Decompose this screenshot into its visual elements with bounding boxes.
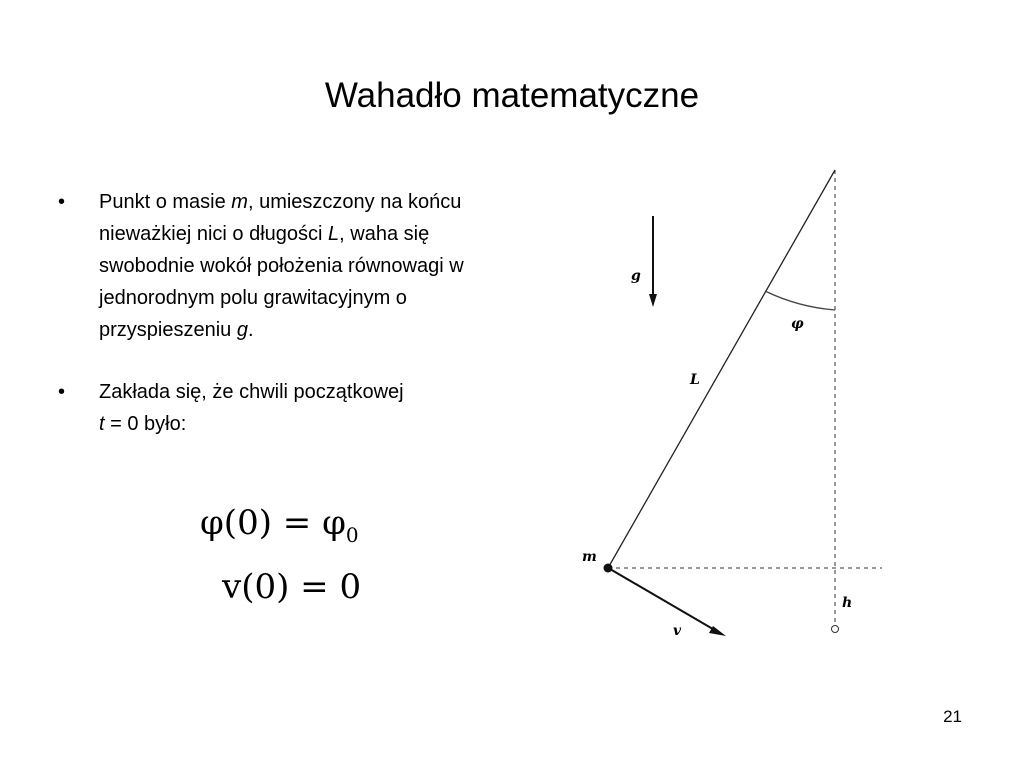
bullet-item-initial-conditions — [58, 376, 503, 440]
angle-label: φ — [791, 316, 804, 332]
bullet-item-pendulum-definition — [58, 186, 503, 346]
bullet-text: , umieszczony na końcu nieważkiej nici o długości — [99, 191, 462, 245]
bullet-text: = 0 było: — [104, 413, 187, 435]
pendulum-string — [608, 170, 835, 568]
initial-conditions-formula — [200, 497, 361, 613]
length-label: L — [690, 372, 700, 388]
bullet-icon: • — [58, 191, 66, 213]
formula-angle-condition — [200, 497, 361, 561]
gravity-symbol: g — [236, 319, 248, 341]
pendulum-diagram — [560, 150, 900, 650]
mass-symbol: m — [231, 191, 248, 213]
gravity-label: g — [631, 268, 641, 284]
page-number: 21 — [943, 707, 962, 726]
formula-angle-subscript: 0 — [345, 522, 359, 547]
bullet-text: Zakłada się, że chwili początkowej — [99, 381, 404, 403]
lowest-point-marker — [832, 626, 839, 633]
height-label: h — [842, 595, 853, 611]
length-symbol: L — [328, 223, 340, 245]
bullet-text: . — [247, 319, 254, 341]
angle-arc — [765, 291, 835, 310]
velocity-arrow-shaft — [610, 569, 718, 632]
gravity-arrow-head — [649, 294, 657, 307]
mass-label: m — [582, 549, 597, 565]
formula-angle-lhs: φ(0) = φ — [200, 503, 346, 543]
bullet-text: , waha się swobodnie wokół położenia równowagi w jednorodnym polu grawitacyjnym o przyspieszeniu — [99, 223, 464, 341]
time-symbol: t — [99, 413, 105, 435]
mass-point — [604, 564, 613, 573]
velocity-label: v — [673, 623, 682, 639]
bullet-list — [58, 186, 503, 440]
formula-velocity-condition: v(0) = 0 — [222, 566, 362, 607]
slide-title: Wahadło matematyczne — [324, 76, 700, 115]
bullet-text: Punkt o masie — [99, 191, 232, 213]
bullet-icon: • — [58, 381, 66, 403]
